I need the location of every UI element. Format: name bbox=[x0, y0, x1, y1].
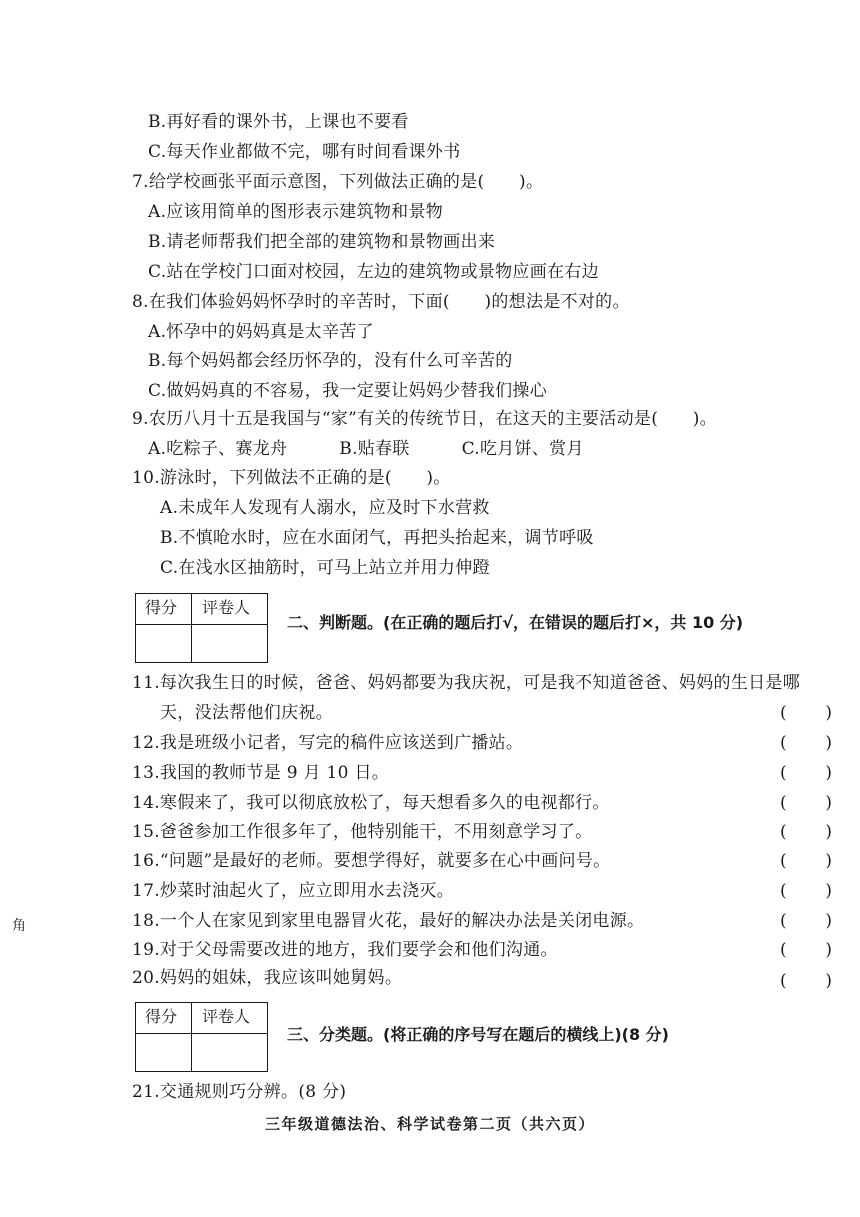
score-box-section2 bbox=[135, 593, 268, 663]
q7-option-a: A.应该用简单的图形表示建筑物和景物 bbox=[148, 202, 444, 222]
q12: 12.我是班级小记者，写完的稿件应该送到广播站。 bbox=[132, 733, 524, 753]
q17: 17.炒菜时油起火了，应立即用水去浇灭。 bbox=[132, 881, 455, 901]
q7-stem: 7.给学校画张平面示意图，下列做法正确的是( )。 bbox=[132, 172, 544, 192]
q10-option-a: A.未成年人发现有人溺水，应及时下水营救 bbox=[160, 498, 490, 518]
section2-title: 二、判断题。(在正确的题后打√，在错误的题后打×，共 10 分) bbox=[287, 613, 744, 632]
grader-label: 评卷人 bbox=[202, 1007, 251, 1026]
q8-option-a: A.怀孕中的妈妈真是太辛苦了 bbox=[148, 322, 374, 342]
q10-stem: 10.游泳时，下列做法不正确的是( )。 bbox=[132, 468, 451, 488]
q10-option-b: B.不慎呛水时，应在水面闭气，再把头抬起来，调节呼吸 bbox=[160, 528, 594, 548]
score-box-section3 bbox=[135, 1002, 268, 1072]
score-label: 得分 bbox=[145, 598, 178, 617]
q13: 13.我国的教师节是 9 月 10 日。 bbox=[132, 763, 390, 783]
q8-stem: 8.在我们体验妈妈怀孕时的辛苦时，下面( )的想法是不对的。 bbox=[132, 292, 630, 312]
answer-paren: ( ) bbox=[780, 733, 832, 753]
q8-option-c: C.做妈妈真的不容易，我一定要让妈妈少替我们操心 bbox=[148, 381, 548, 401]
q14: 14.寒假来了，我可以彻底放松了，每天想看多久的电视都行。 bbox=[132, 793, 610, 813]
answer-paren: ( ) bbox=[780, 703, 832, 723]
q6-option-c: C.每天作业都做不完，哪有时间看课外书 bbox=[148, 142, 461, 162]
q7-option-c: C.站在学校门口面对校园，左边的建筑物或景物应画在右边 bbox=[148, 262, 599, 282]
answer-paren: ( ) bbox=[780, 851, 832, 871]
answer-paren: ( ) bbox=[780, 940, 832, 960]
answer-paren: ( ) bbox=[780, 971, 832, 991]
q9-stem: 9.农历八月十五是我国与“家”有关的传统节日，在这天的主要活动是( )。 bbox=[132, 409, 717, 429]
section3-title: 三、分类题。(将正确的序号写在题后的横线上)(8 分) bbox=[287, 1025, 669, 1044]
score-box-divider bbox=[191, 1003, 192, 1071]
q9-options: A.吃粽子、赛龙舟 B.贴春联 C.吃月饼、赏月 bbox=[148, 439, 584, 459]
q11-line2: 天，没法帮他们庆祝。 bbox=[160, 703, 333, 723]
q19: 19.对于父母需要改进的地方，我们要学会和他们沟通。 bbox=[132, 940, 558, 960]
q11-line1: 11.每次我生日的时候，爸爸、妈妈都要为我庆祝，可是我不知道爸爸、妈妈的生日是哪 bbox=[132, 673, 801, 693]
q15: 15.爸爸参加工作很多年了，他特别能干，不用刻意学习了。 bbox=[132, 822, 593, 842]
page-footer: 三年级道德法治、科学试卷第二页（共六页） bbox=[264, 1115, 595, 1133]
q6-option-b: B.再好看的课外书，上课也不要看 bbox=[148, 112, 409, 132]
answer-paren: ( ) bbox=[780, 911, 832, 931]
q7-option-b: B.请老师帮我们把全部的建筑物和景物画出来 bbox=[148, 232, 496, 252]
answer-paren: ( ) bbox=[780, 793, 832, 813]
answer-paren: ( ) bbox=[780, 822, 832, 842]
answer-paren: ( ) bbox=[780, 881, 832, 901]
answer-paren: ( ) bbox=[780, 763, 832, 783]
q8-option-b: B.每个妈妈都会经历怀孕的，没有什么可辛苦的 bbox=[148, 351, 513, 371]
score-box-divider bbox=[136, 1033, 267, 1034]
grader-label: 评卷人 bbox=[202, 598, 251, 617]
q21: 21.交通规则巧分辨。(8 分) bbox=[132, 1082, 347, 1102]
q18: 18.一个人在家见到家里电器冒火花，最好的解决办法是关闭电源。 bbox=[132, 911, 645, 931]
q16: 16.“问题”是最好的老师。要想学得好，就要多在心中画问号。 bbox=[132, 851, 611, 871]
q10-option-c: C.在浅水区抽筋时，可马上站立并用力伸蹬 bbox=[160, 558, 490, 578]
margin-character: 角 bbox=[12, 918, 26, 934]
score-box-divider bbox=[191, 594, 192, 662]
score-box-divider bbox=[136, 624, 267, 625]
score-label: 得分 bbox=[145, 1007, 178, 1026]
q20: 20.妈妈的姐妹，我应该叫她舅妈。 bbox=[132, 968, 403, 988]
